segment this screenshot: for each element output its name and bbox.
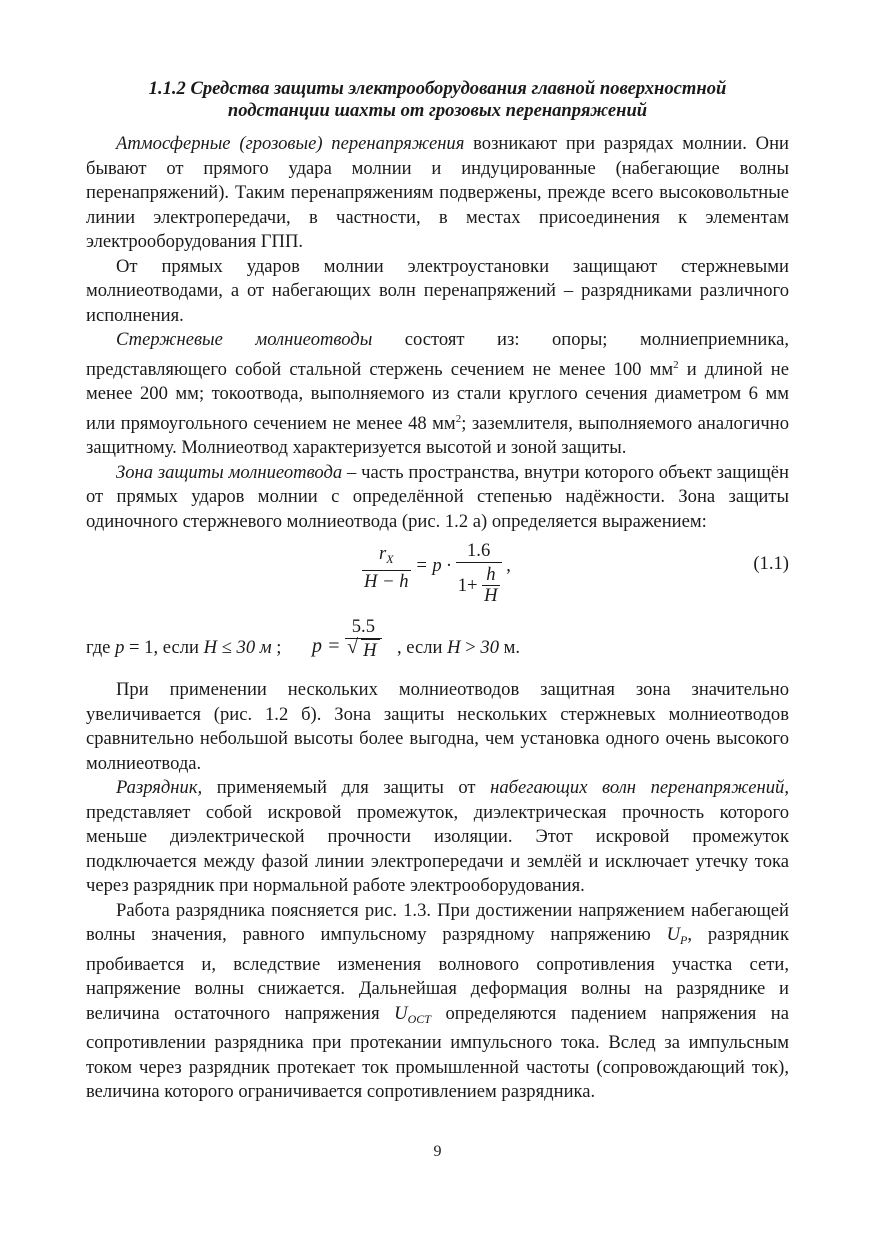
where-text-5: м. <box>498 637 521 658</box>
sub-p: P <box>680 933 688 947</box>
inner-denominator: H <box>484 585 498 606</box>
superscript: 2 <box>455 412 462 425</box>
paragraph-text: и длиной не менее 200 мм; токоотвода, выполняемого из стали круглого сечения диаметром 6 мм или прямоугольного сечением не менее 48 мм <box>86 358 789 434</box>
paragraph-text: , разрядник пробивается и, вследствие изменения волнового сопротивления участка сети, напряжение волны снижается. Дальнейшая деформация волны на разряднике и величина остаточного напряжения <box>86 924 790 1024</box>
paragraph-text: – часть пространства, внутри которого объект защищён от прямых ударов молнии с определённой степенью надёжности. Зона защиты одиночного стержневого молниеотвода (рис. 1.2 а) определяется выражением: <box>86 461 789 532</box>
rhs-fraction <box>456 540 502 606</box>
inner-fraction <box>482 565 499 606</box>
formula-1-1 <box>86 538 789 616</box>
paragraph-multiple-conductors <box>86 678 789 776</box>
paragraph-text: применяемый для защиты от <box>202 777 491 798</box>
paragraph-text: состоят из: опоры; молниеприемника, представляющего собой стальной стержень сечением не менее 100 мм <box>86 329 789 380</box>
where-text-2: = 1, если <box>124 637 204 658</box>
paragraph-text: От прямых ударов молнии электроустановки защищают стержневыми молниеотводами, а от набегающих волн перенапряжений – разрядниками различного исполнения. <box>86 255 789 326</box>
p-fraction <box>345 616 381 662</box>
section-title-line2: подстанции шахты от грозовых перенапряжений <box>227 100 648 121</box>
var-p: p <box>115 637 125 658</box>
term-atmospheric-overvoltage: Атмосферные (грозовые) перенапряжения <box>116 133 465 154</box>
paragraph-text: возникают при разрядах молнии. Они бывают от прямого удара молнии и индуцированные (набегающие волны перенапряжений). Таким перенапряжениям подвержены, прежде всего высоковольтные линии электропередачи, в частности, в местах присоединения к элементам электрооборудования ГПП. <box>86 133 789 252</box>
paragraph-atmospheric-overvoltage <box>86 132 789 255</box>
p-equals: p = <box>312 635 341 657</box>
lhs-denominator: H − h <box>364 571 409 592</box>
term-arrester: Разрядник, <box>116 777 203 798</box>
where-clause <box>86 616 789 668</box>
var-h: H <box>447 637 461 658</box>
where-text-3: ; <box>271 637 282 658</box>
formula-expression <box>362 540 511 606</box>
paragraph-arrester <box>86 776 789 899</box>
formula-comma: , <box>506 555 511 576</box>
paragraph-text: определяются падением напряжения на сопротивлении разрядника при протекании импульсного тока. Вслед за импульсным током через разрядник протекает ток промышленной частоты (сопровождающий ток), величина которого ограничивается сопротивлением разрядника. <box>86 1002 789 1102</box>
paragraph-rod-lightning-conductors <box>86 328 789 461</box>
where-prefix: где <box>86 637 116 658</box>
where-text-4: , если <box>397 637 448 658</box>
sub-ost: OCT <box>407 1011 431 1026</box>
rhs-den-prefix: 1+ <box>457 574 478 596</box>
section-title <box>86 78 789 122</box>
var-r: r <box>378 543 387 564</box>
term-incoming-waves: набегающих волн перенапряжений <box>490 777 785 798</box>
p-numerator: 5.5 <box>345 616 381 639</box>
sub-x: X <box>386 552 394 566</box>
sqrt-h: √ H <box>361 639 379 662</box>
condition-1: H ≤ 30 м <box>203 637 272 658</box>
paragraph-text: При применении нескольких молниеотводов защитная зона значительно увеличивается (рис. 1.2 б). Зона защиты нескольких стержневых молниеотводов сравнительно небольшой высоты более выгодна, чем установка одного очень высокого молниеотвода. <box>86 679 789 774</box>
p-formula <box>312 616 382 662</box>
paragraph-protection-methods <box>86 255 789 329</box>
where-text-tail <box>397 636 520 660</box>
var-u: U <box>394 1002 408 1024</box>
where-text <box>86 636 281 660</box>
rhs-numerator: 1.6 <box>456 540 502 563</box>
superscript: 2 <box>673 358 679 371</box>
page-number: 9 <box>433 1143 442 1160</box>
greater-than: > <box>460 637 481 658</box>
var-u: U <box>666 924 681 945</box>
paragraph-text: Работа разрядника поясняется рис. 1.3. При достижении напряжением набегающей волны значения, равного импульсному разрядному напряжению <box>86 899 789 945</box>
paragraph-protection-zone <box>86 461 789 535</box>
paragraph-arrester-operation <box>86 899 789 1105</box>
term-rod-conductors: Стержневые молниеотводы <box>116 329 373 350</box>
equation-number: (1.1) <box>753 553 789 574</box>
inner-numerator: h <box>482 565 499 586</box>
value-30: 30 <box>480 637 499 658</box>
section-title-line1: 1.1.2 Средства защиты электрооборудования главной поверхностной <box>148 78 727 99</box>
term-protection-zone: Зона защиты молниеотвода <box>116 461 343 483</box>
equals-p: = p · <box>415 555 452 576</box>
paragraph-text: ; заземлителя, выполняемого аналогично защитному. Молниеотвод характеризуется высотой и зоной защиты. <box>86 412 789 458</box>
paragraph-text: , представляет собой искровой промежуток, диэлектрическая прочность которого меньше диэлектрической прочности изоляции. Этот искровой промежуток подключается между фазой линии электропередачи и землёй и исключает утечку тока через разрядник при нормальной работе электрооборудования. <box>86 777 789 896</box>
lhs-fraction <box>362 543 411 593</box>
